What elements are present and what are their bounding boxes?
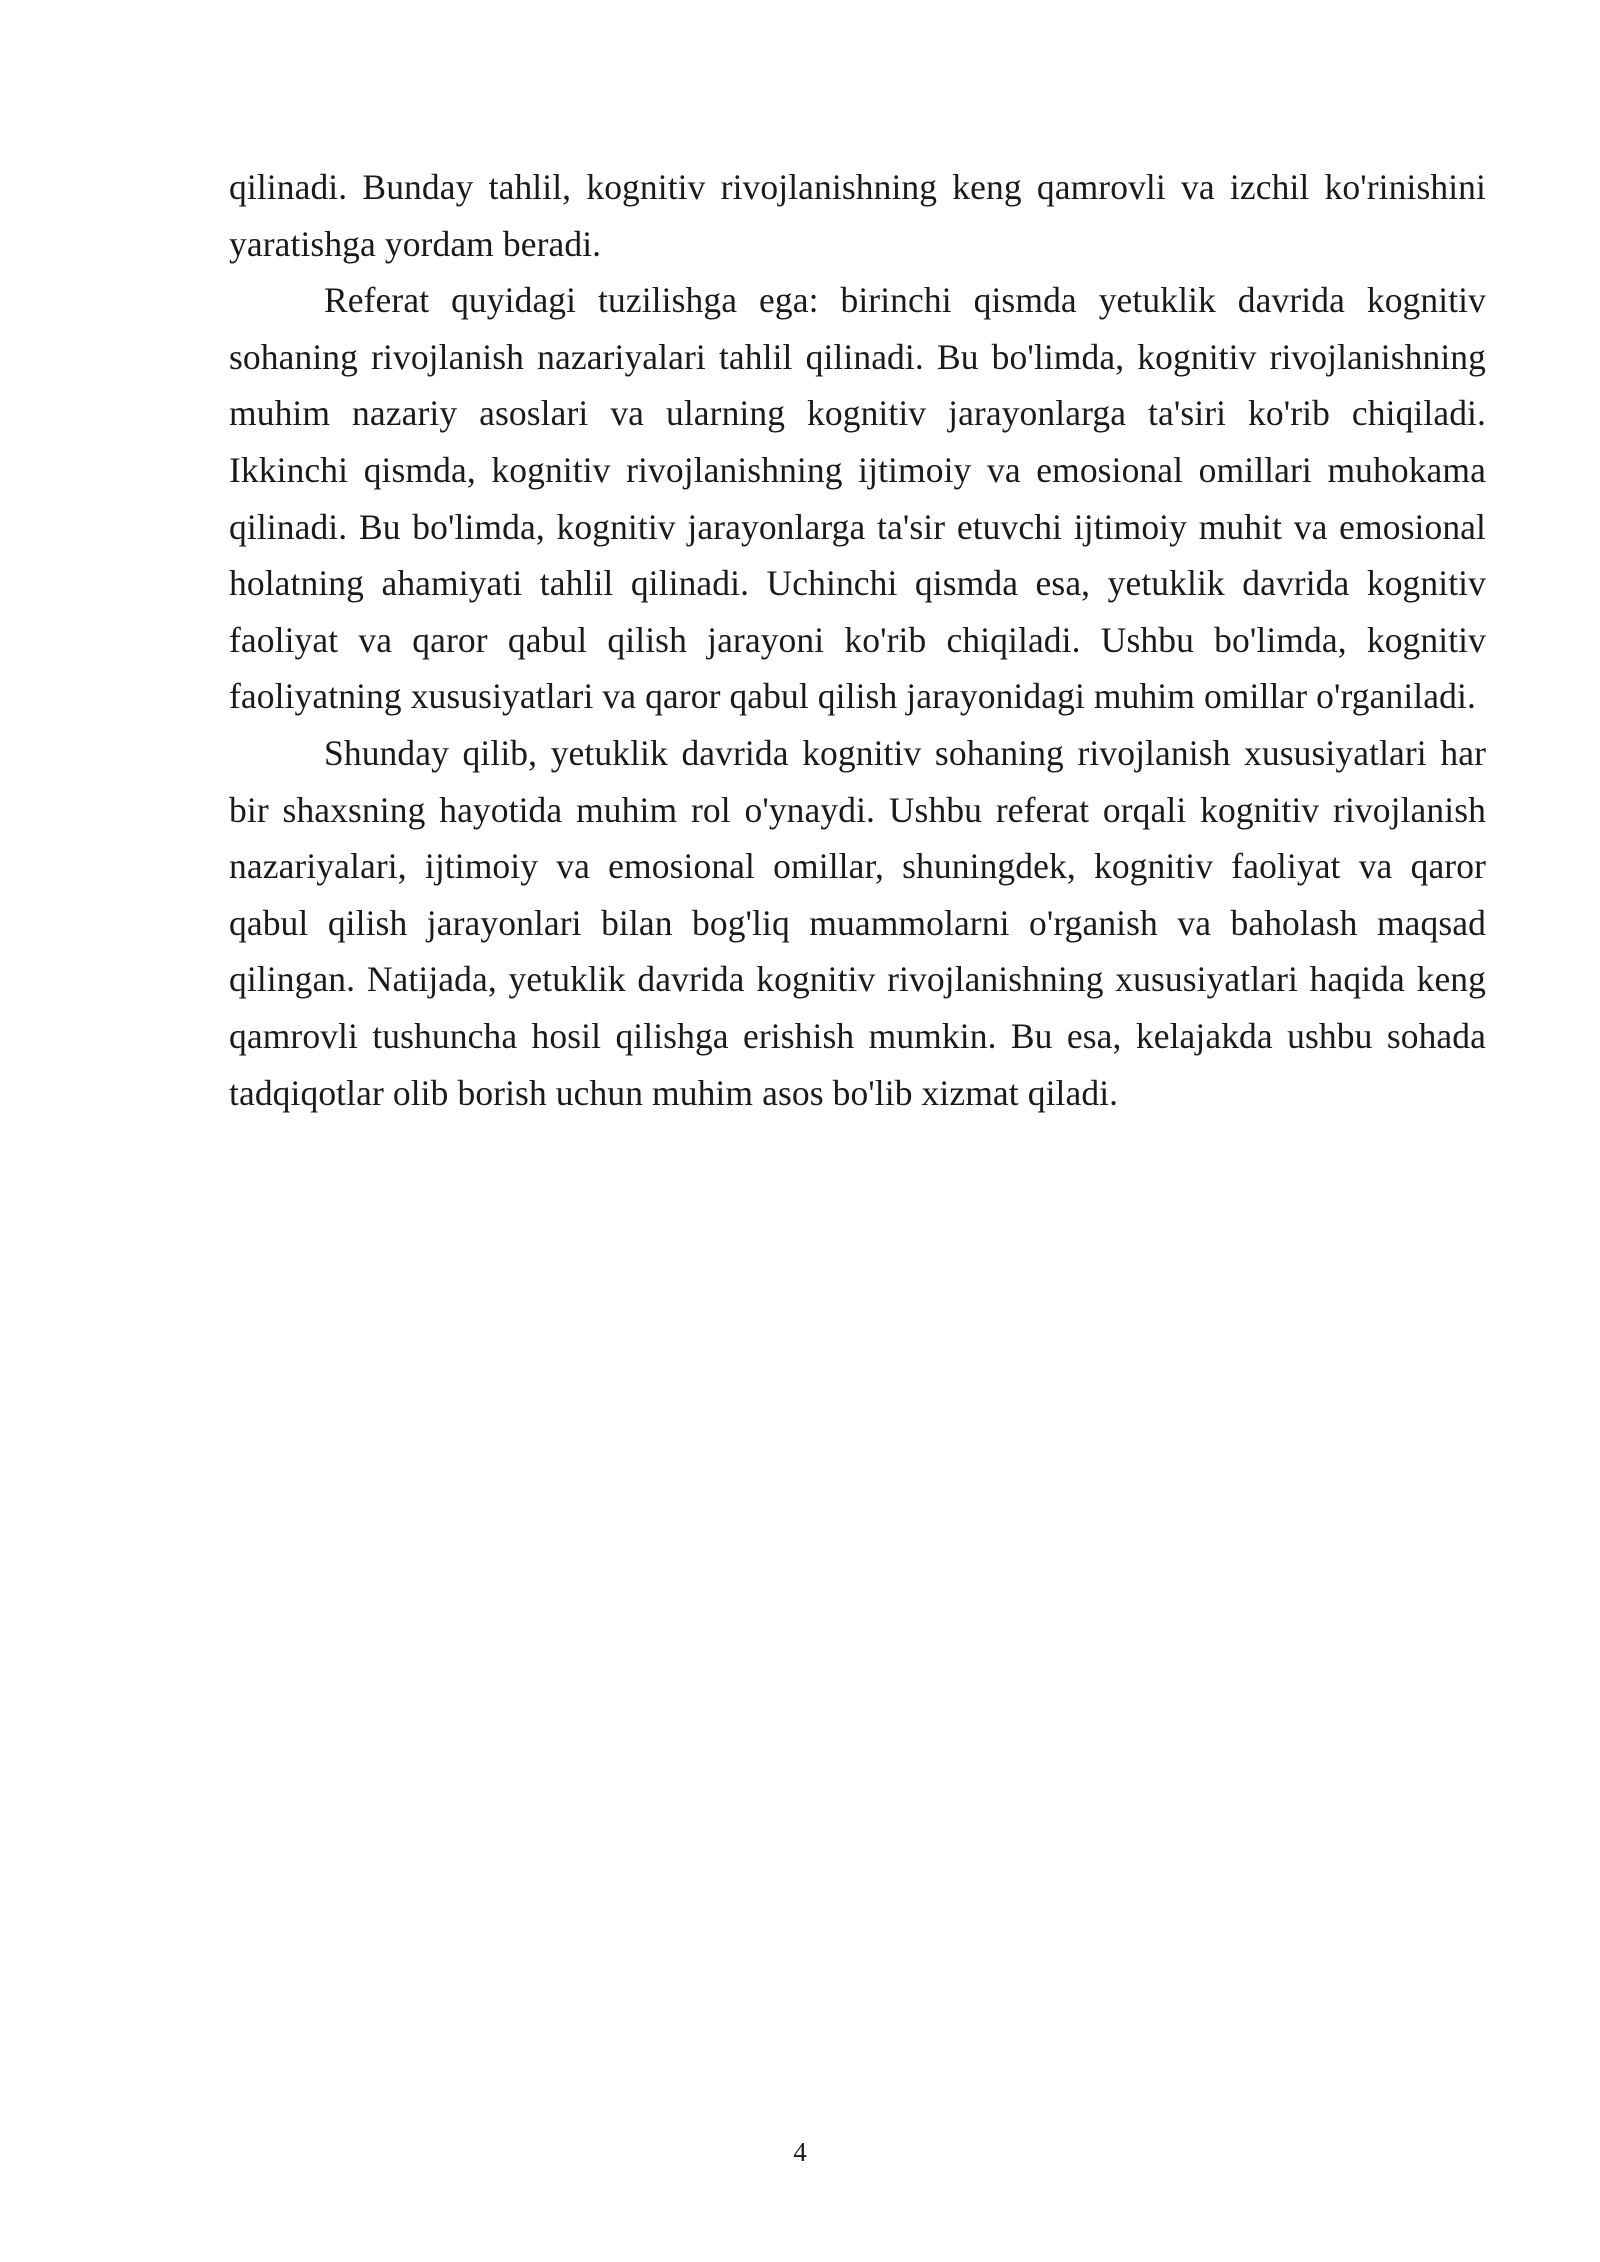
paragraph-continuation: qilinadi. Bunday tahlil, kognitiv rivojlanishning keng qamrovli va izchil ko'rinishini yaratishga yordam beradi.: [229, 167, 1486, 264]
paragraph-conclusion: Shunday qilib, yetuklik davrida kognitiv sohaning rivojlanish xususiyatlari har bir shaxsning hayotida muhim rol o'ynaydi. Ushbu referat orqali kognitiv rivojlanish nazariyalari, ijtimoiy va emosional omillar, shuningdek, kognitiv faoliyat va qaror qabul qilish jarayonlari bilan bog'liq muammolarni o'rganish va baholash maqsad qilingan. Natijada, yetuklik davrida kognitiv rivojlanishning xususiyatlari haqida keng qamrovli tushuncha hosil qilishga erishish mumkin. Bu esa, kelajakda ushbu sohada tadqiqotlar olib borish uchun muhim asos bo'lib xizmat qiladi.: [229, 732, 1486, 1113]
body-text: [229, 159, 1486, 1121]
paragraph-structure: Referat quyidagi tuzilishga ega: birinchi qismda yetuklik davrida kognitiv sohaning rivojlanish nazariyalari tahlil qilinadi. Bu bo'limda, kognitiv rivojlanishning muhim nazariy asoslari va ularning kognitiv jarayonlarga ta'siri ko'rib chiqiladi. Ikkinchi qismda, kognitiv rivojlanishning ijtimoiy va emosional omillari muhokama qilinadi. Bu bo'limda, kognitiv jarayonlarga ta'sir etuvchi ijtimoiy muhit va emosional holatning ahamiyati tahlil qilinadi. Uchinchi qismda esa, yetuklik davrida kognitiv faoliyat va qaror qabul qilish jarayoni ko'rib chiqiladi. Ushbu bo'limda, kognitiv faoliyatning xususiyatlari va qaror qabul qilish jarayonidagi muhim omillar o'rganiladi.: [229, 280, 1486, 717]
page-number: 4: [793, 2137, 807, 2167]
